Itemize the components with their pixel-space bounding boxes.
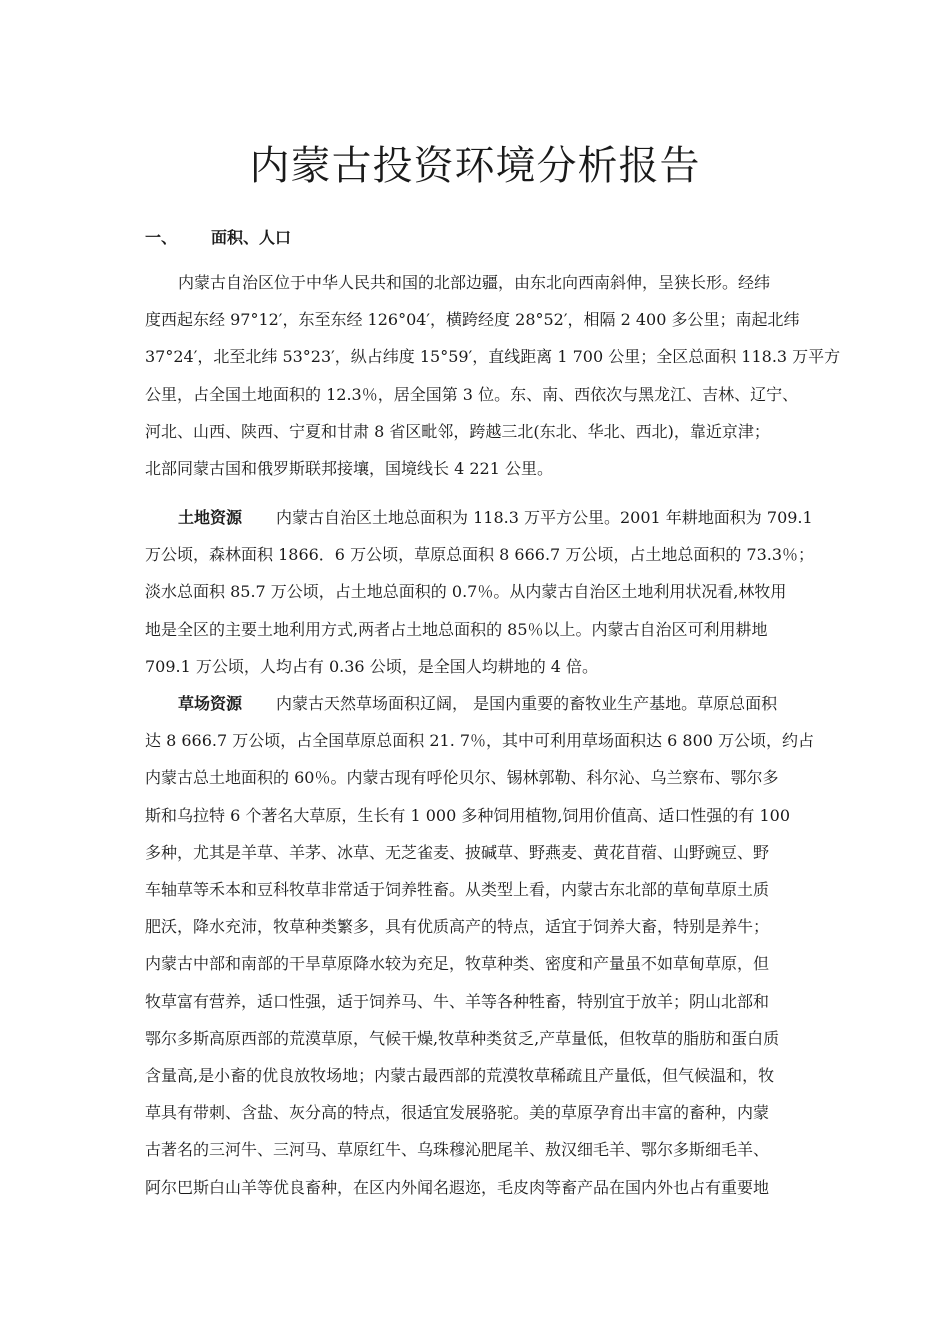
section-title: 面积、人口 xyxy=(211,228,292,247)
paragraph-line-text: 内蒙古自治区土地总面积为 118.3 万平方公里。2001 年耕地面积为 709.1 xyxy=(276,508,813,527)
paragraph-line: 淡水总面积 85.7 万公顷，占土地总面积的 0.7％。从内蒙古自治区土地利用状况看,林牧用 xyxy=(145,582,787,602)
paragraph-lead-grassland: 草场资源 xyxy=(178,694,243,713)
paragraph-line: 阿尔巴斯白山羊等优良畜种，在区内外闻名遐迩，毛皮肉等畜产品在国内外也占有重要地 xyxy=(145,1177,770,1197)
paragraph-line: 万公顷，森林面积 1866．6 万公顷，草原总面积 8 666.7 万公顷，占土地总面积的 73.3％； xyxy=(145,545,815,565)
paragraph-line: 达 8 666.7 万公顷，占全国草原总面积 21. 7％，其中可利用草场面积达 6 800 万公顷，约占 xyxy=(145,731,815,751)
paragraph-line: 斯和乌拉特 6 个著名大草原，生长有 1 000 多种饲用植物,饲用价值高、适口性强的有 100 xyxy=(145,805,791,825)
paragraph-line: 公里，占全国土地面积的 12.3％，居全国第 3 位。东、南、西依次与黑龙江、吉林、辽宁、 xyxy=(145,384,799,404)
paragraph-line: 鄂尔多斯高原西部的荒漠草原，气候干燥,牧草种类贫乏,产草量低，但牧草的脂肪和蛋白质 xyxy=(145,1028,780,1048)
paragraph-line: 古著名的三河牛、三河马、草原红牛、乌珠穆沁肥尾羊、敖汉细毛羊、鄂尔多斯细毛羊、 xyxy=(145,1140,770,1160)
paragraph-area-population xyxy=(145,264,841,487)
paragraph-line: 车轴草等禾本和豆科牧草非常适于饲养牲畜。从类型上看，内蒙古东北部的草甸草原土质 xyxy=(145,880,770,900)
section-number: 一、 xyxy=(145,228,178,247)
paragraph-line: 多种，尤其是羊草、羊茅、冰草、无芝雀麦、披碱草、野燕麦、黄花苜蓿、山野豌豆、野 xyxy=(145,842,770,862)
paragraph-line: 北部同蒙古国和俄罗斯联邦接壤，国境线长 4 221 公里。 xyxy=(145,459,553,479)
paragraph-line: 37°24′，北至北纬 53°23′，纵占纬度 15°59′，直线距离 1 700 公里；全区总面积 118.3 万平方 xyxy=(145,347,841,367)
section-heading xyxy=(145,224,291,252)
paragraph-first-line xyxy=(145,685,817,722)
paragraph-line: 牧草富有营养，适口性强，适于饲养马、牛、羊等各种牲畜，特别宜于放羊；阴山北部和 xyxy=(145,991,770,1011)
paragraph-line: 内蒙古自治区位于中华人民共和国的北部边疆，由东北向西南斜伸，呈狭长形。经纬 xyxy=(178,273,771,292)
paragraph-line-text: 内蒙古天然草场面积辽阔， 是国内重要的畜牧业生产基地。草原总面积 xyxy=(276,694,778,713)
paragraph-land-resources xyxy=(145,499,817,685)
paragraph-line: 内蒙古总土地面积的 60％。内蒙古现有呼伦贝尔、锡林郭勒、科尔沁、乌兰察布、鄂尔多 xyxy=(145,768,779,788)
paragraph-line: 含量高,是小畜的优良放牧场地；内蒙古最西部的荒漠牧草稀疏且产量低，但气候温和，牧 xyxy=(145,1066,775,1086)
paragraph-line: 肥沃，降水充沛，牧草种类繁多，具有优质高产的特点，适宜于饲养大畜，特别是养牛； xyxy=(145,917,770,937)
paragraph-lead-land: 土地资源 xyxy=(178,508,243,527)
paragraph-line: 河北、山西、陕西、宁夏和甘肃 8 省区毗邻，跨越三北(东北、华北、西北)，靠近京津； xyxy=(145,421,770,441)
document-title: 内蒙古投资环境分析报告 xyxy=(249,143,701,189)
paragraph-line: 度西起东经 97°12′，东至东经 126°04′，横跨经度 28°52′，相隔 2 400 多公里；南起北纬 xyxy=(145,310,800,330)
paragraph-line: 内蒙古中部和南部的干旱草原降水较为充足，牧草种类、密度和产量虽不如草甸草原，但 xyxy=(145,954,770,974)
paragraph-line: 草具有带刺、含盐、灰分高的特点，很适宜发展骆驼。美的草原孕育出丰富的畜种，内蒙 xyxy=(145,1103,770,1123)
paragraph-grassland-resources xyxy=(145,685,817,1206)
paragraph-line: 地是全区的主要土地利用方式,两者占土地总面积的 85％以上。内蒙古自治区可利用耕地 xyxy=(145,619,768,639)
paragraph-line: 709.1 万公顷，人均占有 0.36 公顷，是全国人均耕地的 4 倍。 xyxy=(145,656,599,676)
paragraph-first-line xyxy=(145,499,817,536)
